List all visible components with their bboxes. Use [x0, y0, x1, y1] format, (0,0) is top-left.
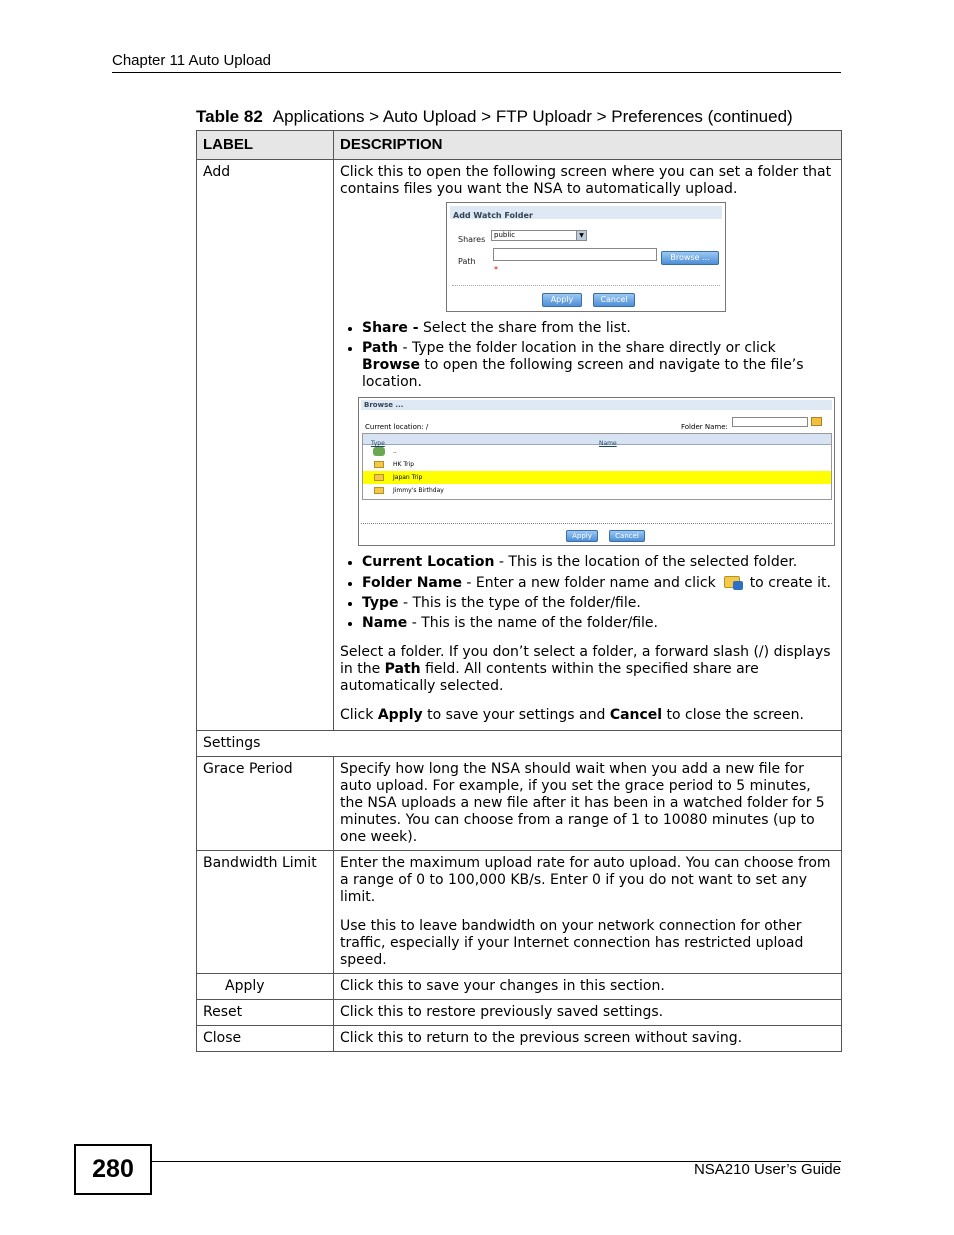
term: Name [362, 615, 408, 631]
table-row-settings [197, 731, 842, 757]
row-name: Jimmy's Birthday [393, 487, 444, 494]
up-folder-icon [373, 447, 385, 456]
shares-label: Shares [458, 235, 486, 244]
table-row-grace-period [197, 757, 842, 851]
term: Folder Name [362, 575, 462, 591]
browse-button[interactable]: Browse ... [661, 251, 719, 265]
add-intro: Click this to open the following screen where you can set a folder that contains files you want the NSA to automatically upload. [340, 164, 832, 197]
required-mark: * [494, 265, 498, 274]
new-folder-icon[interactable] [811, 417, 822, 426]
row-description [334, 160, 842, 731]
list-item [362, 340, 835, 391]
note-text: field. All contents within the specified share are automatically selected. [340, 661, 759, 694]
term-text: Select the share from the list. [418, 320, 631, 336]
label-column-header: LABEL [197, 131, 334, 160]
col-type-header[interactable]: Type [371, 440, 385, 447]
term: Current Location [362, 554, 495, 570]
list-item [362, 595, 835, 612]
row-label: Close [197, 1026, 334, 1052]
folder-icon [374, 487, 384, 494]
list-item [362, 574, 835, 592]
row-label: Add [197, 160, 334, 731]
browse-dialog [358, 397, 835, 546]
folder-name-label: Folder Name: [681, 423, 728, 431]
col-name-header[interactable]: Name [599, 440, 617, 447]
term-text: - This is the type of the folder/file. [398, 595, 641, 611]
list-item [362, 554, 835, 571]
browse-title: Browse ... [361, 400, 832, 410]
list-item [362, 615, 835, 632]
dialog-divider [452, 285, 720, 286]
term: Path [384, 661, 421, 677]
path-label: Path [458, 257, 476, 266]
header-rule [112, 72, 841, 73]
row-description: Specify how long the NSA should wait when you add a new file for auto upload. For example, if you set the grace period to 5 minutes, the NSA uploads a new file after it has been in a watched folder for 5 minutes. You can choose from a range of 1 to 10080 minutes (up to one week). [334, 757, 842, 851]
table-row-bandwidth-limit [197, 851, 842, 974]
term-text: to open the following screen and navigate to the file’s location. [362, 357, 804, 390]
row-label: Grace Period [197, 757, 334, 851]
table-row-close [197, 1026, 842, 1052]
add-field-list [340, 320, 835, 391]
shares-value: public [494, 231, 516, 239]
chapter-header: Chapter 11 Auto Upload [112, 52, 272, 69]
apply-cancel-note [340, 707, 835, 724]
folder-icon [374, 461, 384, 468]
browse-row-selected[interactable] [363, 471, 831, 484]
browse-divider [361, 523, 832, 524]
note-text: Click [340, 707, 378, 723]
row-name: Japan Trip [393, 474, 423, 481]
term-text: - Enter a new folder name and click [461, 575, 716, 591]
add-watch-folder-dialog [446, 202, 726, 312]
description-paragraph: Use this to leave bandwidth on your network connection for other traffic, especially if your Internet connection has restricted upload speed. [340, 918, 804, 968]
row-description [334, 851, 842, 974]
row-description: Click this to save your changes in this section. [334, 974, 842, 1000]
description-column-header: DESCRIPTION [334, 131, 842, 160]
term: Type [362, 595, 399, 611]
create-folder-icon [724, 574, 744, 590]
term: Path [362, 340, 398, 356]
term-text: - Type the folder location in the share directly or click [398, 340, 776, 356]
browse-apply-button[interactable]: Apply [566, 530, 598, 542]
note-text: Select a folder. If you don’t select a folder, a forward slash (/) displays in the [340, 644, 831, 677]
table-header-row [197, 131, 842, 160]
grid-header [363, 434, 831, 445]
row-name: .. [393, 448, 397, 455]
table-number: Table 82 [196, 107, 263, 126]
browse-field-list [340, 554, 835, 632]
term: Cancel [609, 707, 663, 723]
current-location-label: Current location: / [365, 423, 429, 431]
list-item [362, 320, 835, 337]
term-text: - This is the name of the folder/file. [407, 615, 658, 631]
row-name: HK Trip [393, 461, 415, 468]
browse-row[interactable] [363, 484, 831, 497]
dialog-title: Add Watch Folder [450, 206, 722, 219]
description-paragraph: Enter the maximum upload rate for auto upload. You can choose from a range of 0 to 100,000 KB/s. Enter 0 if you do not want to set any limit. [340, 855, 831, 905]
row-description: Click this to restore previously saved settings. [334, 1000, 842, 1026]
note-text: to close the screen. [662, 707, 804, 723]
row-label: Apply [197, 974, 334, 1000]
page-number: 280 [74, 1144, 152, 1195]
term: Browse [362, 357, 420, 373]
cancel-button[interactable]: Cancel [593, 293, 635, 307]
apply-button[interactable]: Apply [542, 293, 582, 307]
folder-name-input[interactable] [732, 417, 808, 427]
select-folder-note [340, 644, 835, 695]
preferences-table [196, 130, 842, 1052]
table-title: Applications > Auto Upload > FTP Uploadr > Preferences (continued) [272, 107, 793, 126]
row-label: Reset [197, 1000, 334, 1026]
note-text: to save your settings and [422, 707, 610, 723]
chevron-down-icon: ▼ [576, 231, 586, 240]
row-description: Click this to return to the previous screen without saving. [334, 1026, 842, 1052]
term: Apply [377, 707, 423, 723]
table-row-reset [197, 1000, 842, 1026]
browse-grid [362, 433, 832, 500]
table-caption [196, 107, 793, 127]
term-text: - This is the location of the selected folder. [494, 554, 798, 570]
path-input[interactable] [493, 248, 657, 261]
browse-row[interactable] [363, 458, 831, 471]
browse-cancel-button[interactable]: Cancel [609, 530, 645, 542]
shares-select[interactable] [491, 230, 587, 241]
term-text: to create it. [749, 575, 831, 591]
term: Share - [362, 320, 419, 336]
table-row-apply [197, 974, 842, 1000]
table-row-add [197, 160, 842, 731]
folder-icon [374, 474, 384, 481]
browse-row-parent[interactable] [363, 445, 831, 458]
section-label: Settings [197, 731, 842, 757]
row-label: Bandwidth Limit [197, 851, 334, 974]
guide-title: NSA210 User’s Guide [693, 1161, 841, 1178]
